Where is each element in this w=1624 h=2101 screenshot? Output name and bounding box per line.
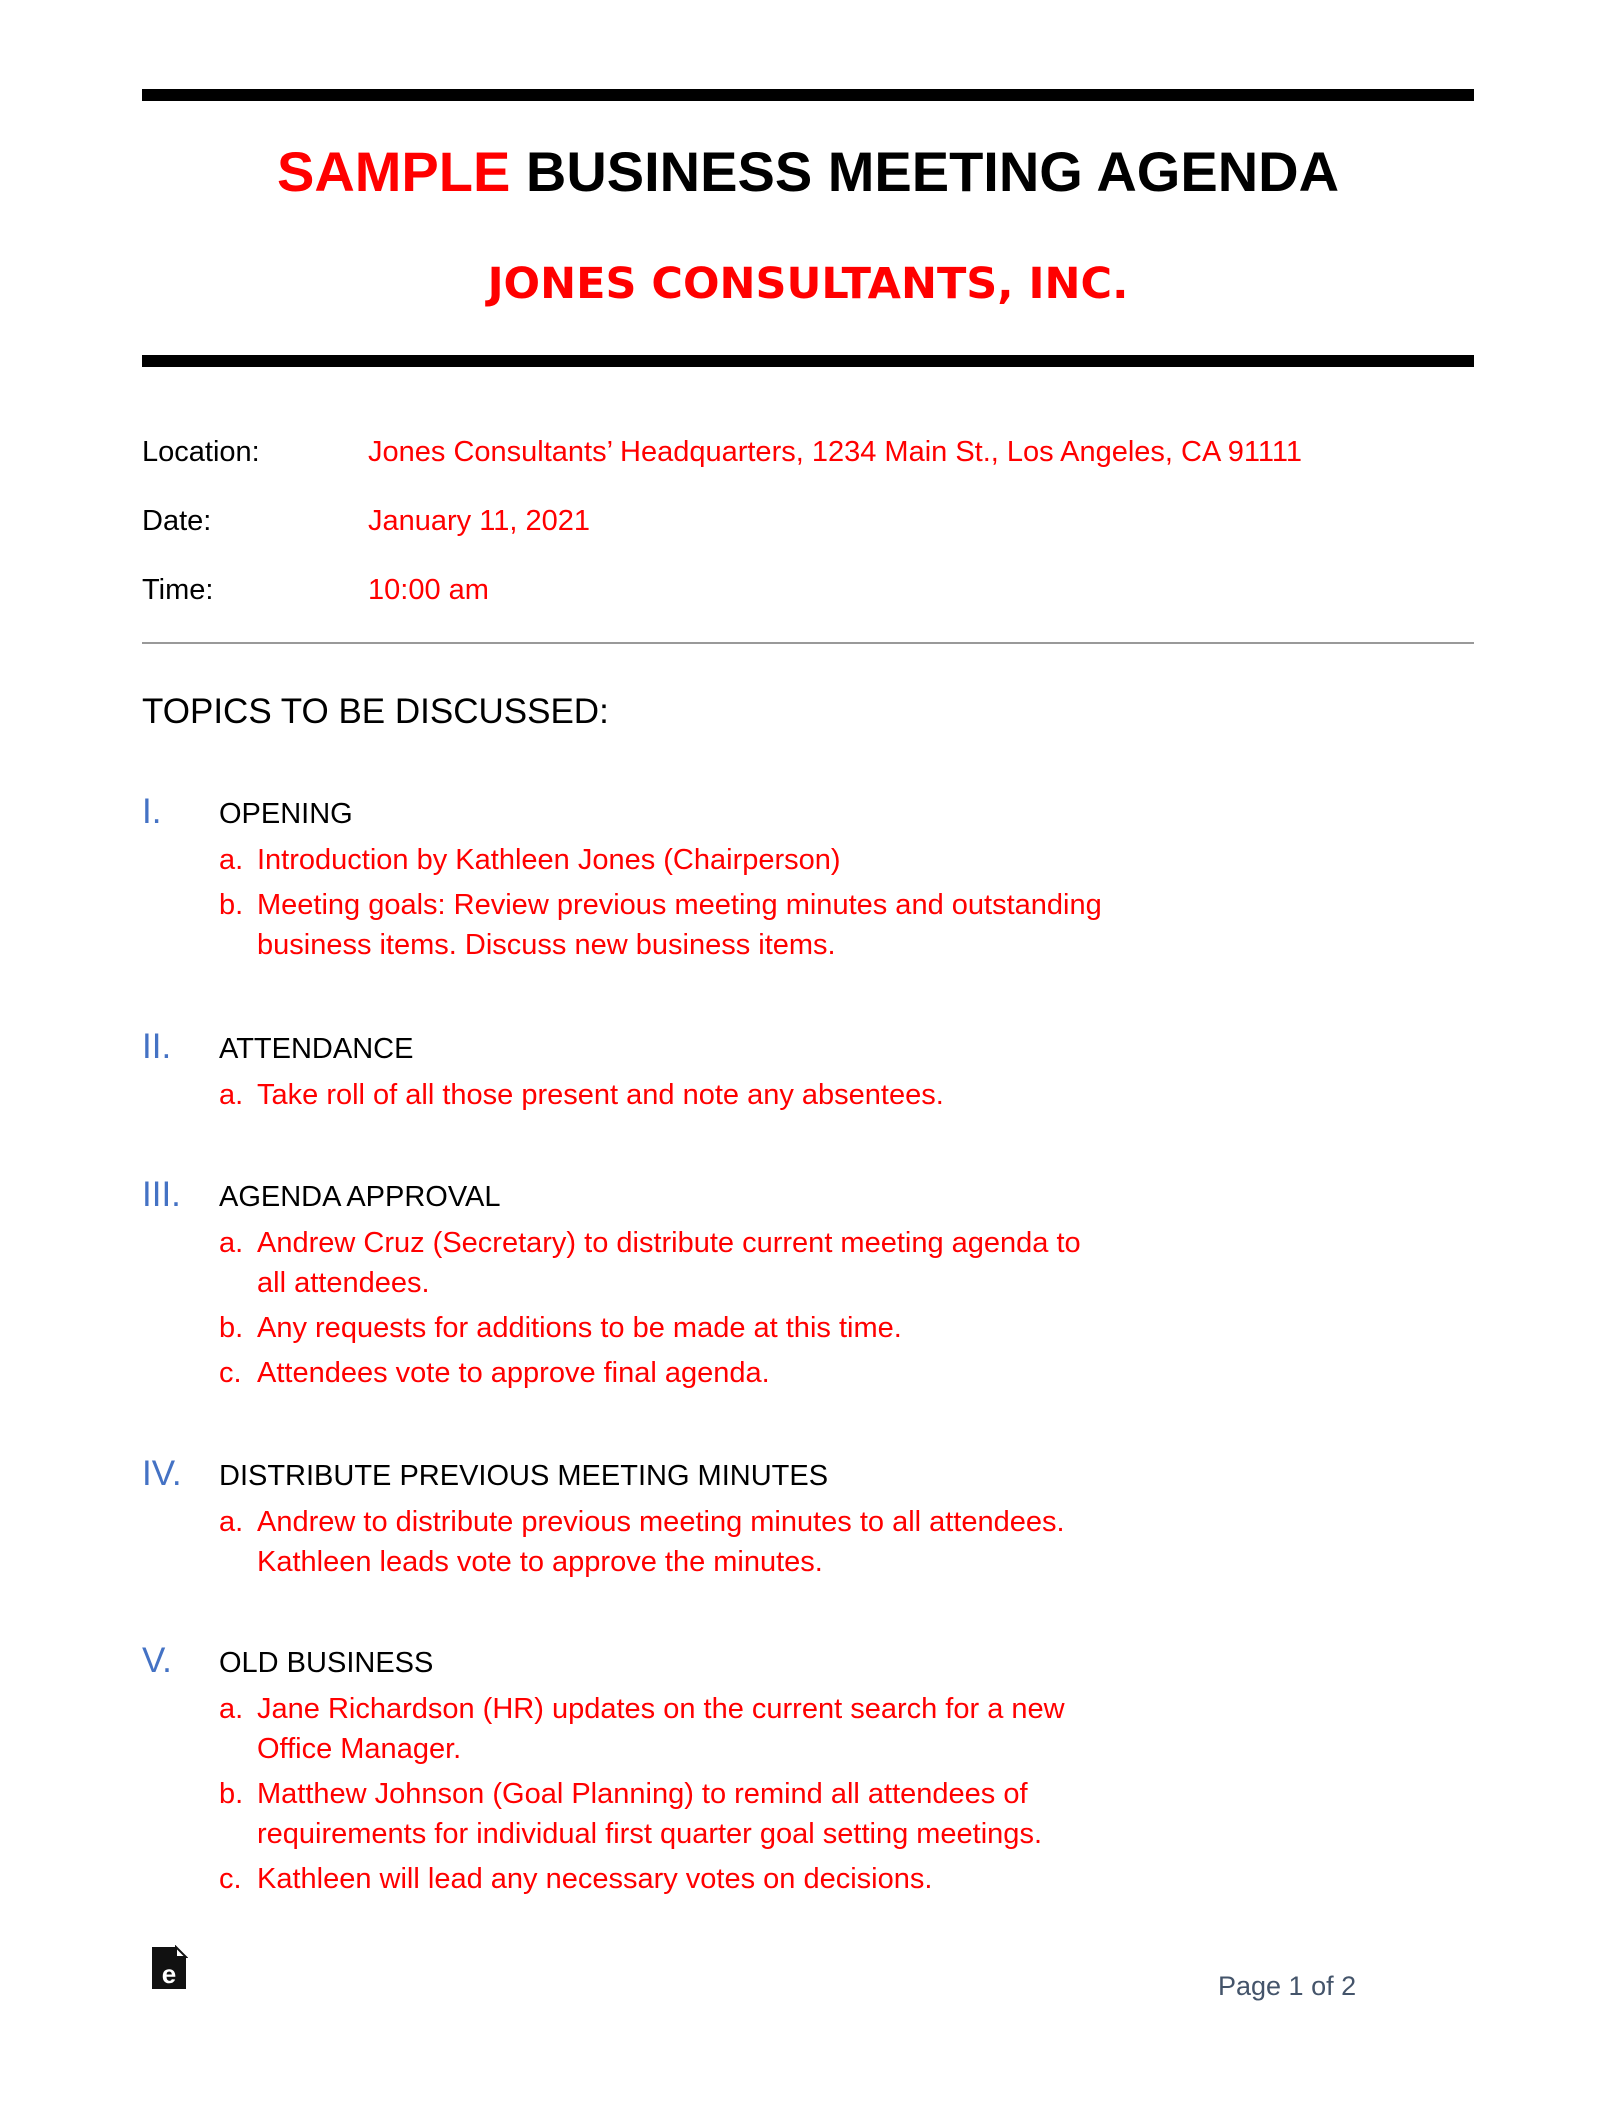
location-label: Location: xyxy=(142,436,260,468)
section-title: AGENDA APPROVAL xyxy=(219,1181,501,1213)
top-divider xyxy=(142,89,1474,101)
item-text: Kathleen will lead any necessary votes on decisions. xyxy=(257,1863,933,1895)
agenda-item xyxy=(219,1859,1219,1899)
section-numeral: I. xyxy=(142,792,162,831)
item-marker: a. xyxy=(219,1693,244,1725)
info-divider xyxy=(142,642,1474,644)
item-marker: a. xyxy=(219,1506,244,1538)
section-numeral: V. xyxy=(142,1641,172,1680)
item-marker: c. xyxy=(219,1863,242,1895)
date-value: January 11, 2021 xyxy=(368,505,590,537)
item-text: Attendees vote to approve final agenda. xyxy=(257,1357,770,1389)
agenda-item xyxy=(219,1774,1219,1854)
section-items xyxy=(219,840,1219,970)
agenda-item xyxy=(219,885,1219,965)
section-numeral: III. xyxy=(142,1175,181,1214)
time-label: Time: xyxy=(142,574,214,606)
item-text: Andrew Cruz (Secretary) to distribute current meeting agenda to all attendees. xyxy=(257,1227,1081,1299)
location-value: Jones Consultants’ Headquarters, 1234 Main St., Los Angeles, CA 91111 xyxy=(368,436,1302,468)
section-title: OPENING xyxy=(219,798,353,830)
section-items xyxy=(219,1689,1219,1904)
svg-text:e: e xyxy=(161,1959,177,1989)
agenda-item xyxy=(219,840,1219,880)
agenda-item xyxy=(219,1502,1219,1582)
agenda-item xyxy=(219,1075,1219,1115)
item-text: Meeting goals: Review previous meeting minutes and outstanding business items. Discuss new business items. xyxy=(257,889,1102,961)
section-title: ATTENDANCE xyxy=(219,1033,414,1065)
item-marker: b. xyxy=(219,1312,244,1344)
time-value: 10:00 am xyxy=(368,574,489,606)
item-text: Introduction by Kathleen Jones (Chairperson) xyxy=(257,844,841,876)
document-title xyxy=(142,140,1474,204)
item-text: Take roll of all those present and note any absentees. xyxy=(257,1079,944,1111)
title-main-text: BUSINESS MEETING AGENDA xyxy=(525,140,1340,203)
section-title: OLD BUSINESS xyxy=(219,1647,434,1679)
section-items xyxy=(219,1502,1219,1587)
section-title: DISTRIBUTE PREVIOUS MEETING MINUTES xyxy=(219,1460,829,1492)
agenda-item xyxy=(219,1689,1219,1769)
item-marker: a. xyxy=(219,1227,244,1259)
section-items xyxy=(219,1075,1219,1120)
date-label: Date: xyxy=(142,505,212,537)
agenda-item xyxy=(219,1223,1219,1303)
item-text: Matthew Johnson (Goal Planning) to remind all attendees of requirements for individual first quarter goal setting meetings. xyxy=(257,1778,1042,1850)
page-number: Page 1 of 2 xyxy=(1218,1971,1357,2001)
item-text: Any requests for additions to be made at this time. xyxy=(257,1312,902,1344)
section-items xyxy=(219,1223,1219,1398)
document-e-logo-icon xyxy=(150,1945,188,1991)
agenda-item xyxy=(219,1353,1219,1393)
item-text: Jane Richardson (HR) updates on the current search for a new Office Manager. xyxy=(257,1693,1065,1765)
agenda-item xyxy=(219,1308,1219,1348)
company-name: JONES CONSULTANTS, INC. xyxy=(487,259,1129,309)
item-marker: a. xyxy=(219,844,244,876)
header-bottom-divider xyxy=(142,355,1474,367)
item-marker: b. xyxy=(219,889,244,921)
item-text: Andrew to distribute previous meeting minutes to all attendees. Kathleen leads vote to approve the minutes. xyxy=(257,1506,1065,1578)
section-numeral: II. xyxy=(142,1027,172,1066)
item-marker: c. xyxy=(219,1357,242,1389)
item-marker: a. xyxy=(219,1079,244,1111)
title-sample-word: SAMPLE xyxy=(276,140,511,203)
topics-heading: TOPICS TO BE DISCUSSED: xyxy=(142,692,609,731)
item-marker: b. xyxy=(219,1778,244,1810)
section-numeral: IV. xyxy=(142,1454,182,1493)
